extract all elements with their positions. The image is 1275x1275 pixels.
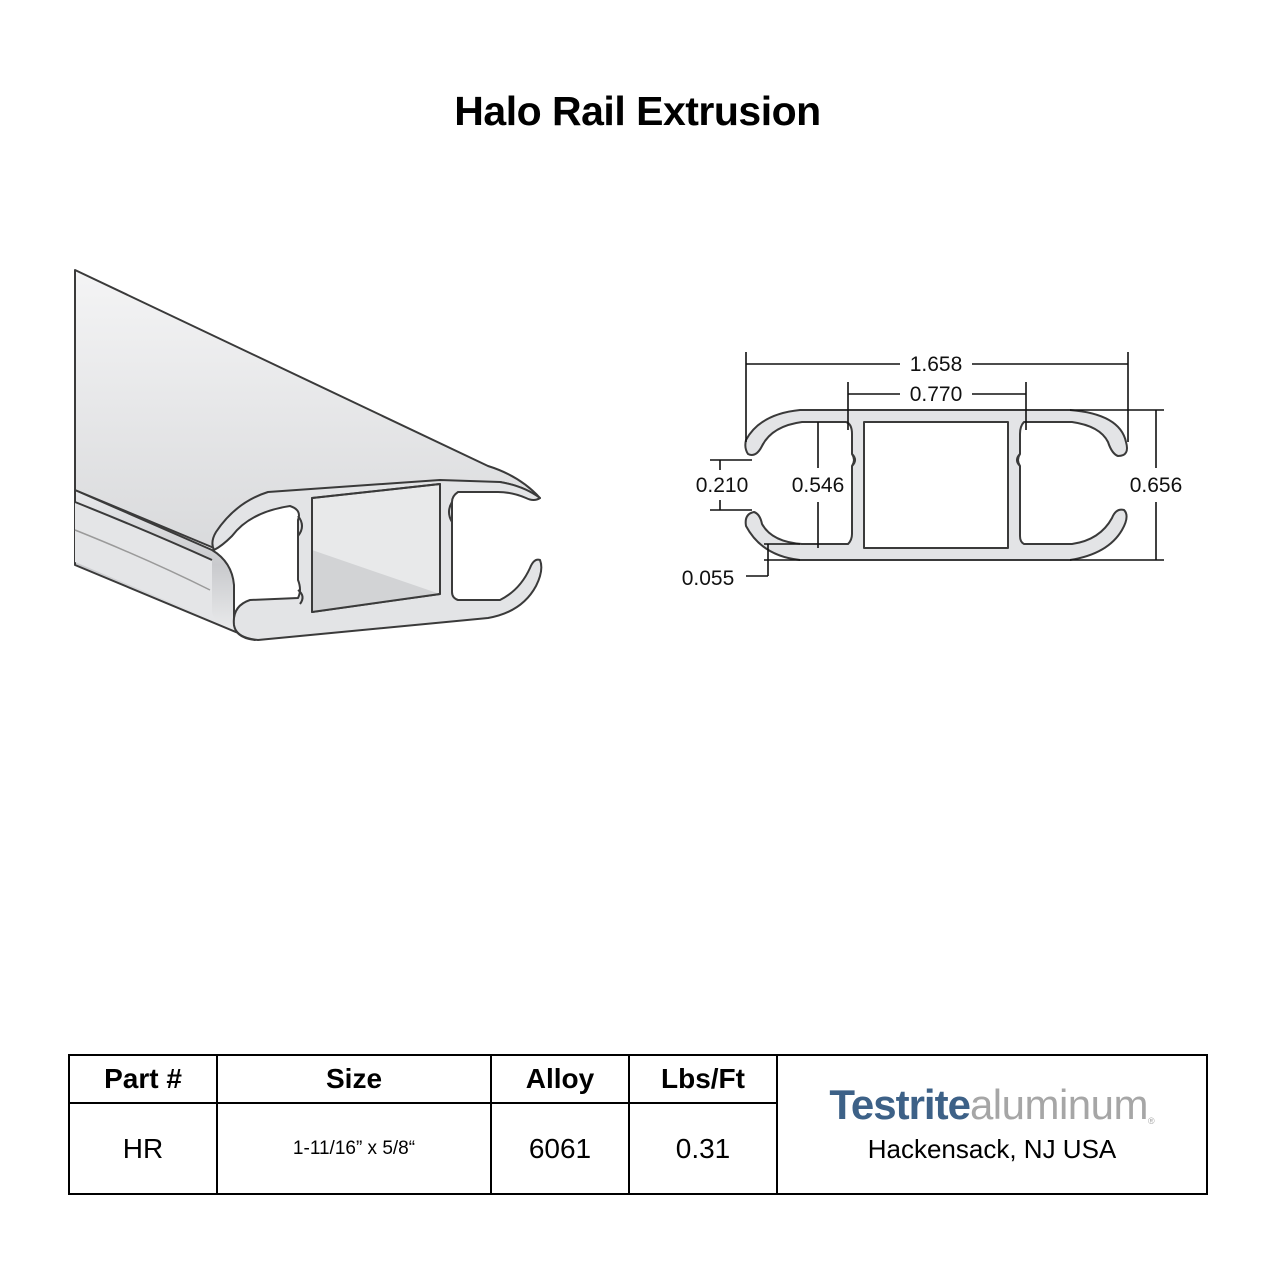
page-title: Halo Rail Extrusion	[454, 88, 821, 134]
registered-mark: ®	[1148, 1116, 1155, 1126]
table-header-row	[69, 1055, 1207, 1103]
brand-location: Hackensack, NJ USA	[867, 1134, 1117, 1164]
dim-slot-gap: 0.210	[695, 474, 749, 497]
extrusion-body	[75, 270, 541, 640]
dim-wall-thickness: 0.055	[681, 567, 735, 590]
header-size: Size	[217, 1055, 491, 1103]
header-part: Part #	[69, 1055, 217, 1103]
dim-overall-width: 1.658	[909, 353, 963, 376]
spec-table	[68, 1054, 1208, 1195]
cell-part: HR	[69, 1103, 217, 1194]
dim-inner-height: 0.546	[791, 474, 845, 497]
cell-alloy: 6061	[491, 1103, 629, 1194]
brand-logo	[829, 1081, 1155, 1128]
extrusion-3d-illustration	[0, 240, 560, 660]
dim-overall-height: 0.656	[1129, 474, 1183, 497]
cross-section-diagram	[660, 330, 1220, 600]
header-alloy: Alloy	[491, 1055, 629, 1103]
dim-channel-width: 0.770	[909, 383, 963, 406]
profile-channel	[864, 422, 1008, 548]
brand-name-light: aluminum	[969, 1081, 1149, 1128]
brand-cell	[777, 1055, 1207, 1194]
brand-name-strong: Testrite	[829, 1081, 970, 1128]
cell-lbs-ft: 0.31	[629, 1103, 777, 1194]
header-lbs-ft: Lbs/Ft	[629, 1055, 777, 1103]
cell-size: 1-11/16” x 5/8“	[217, 1103, 491, 1194]
